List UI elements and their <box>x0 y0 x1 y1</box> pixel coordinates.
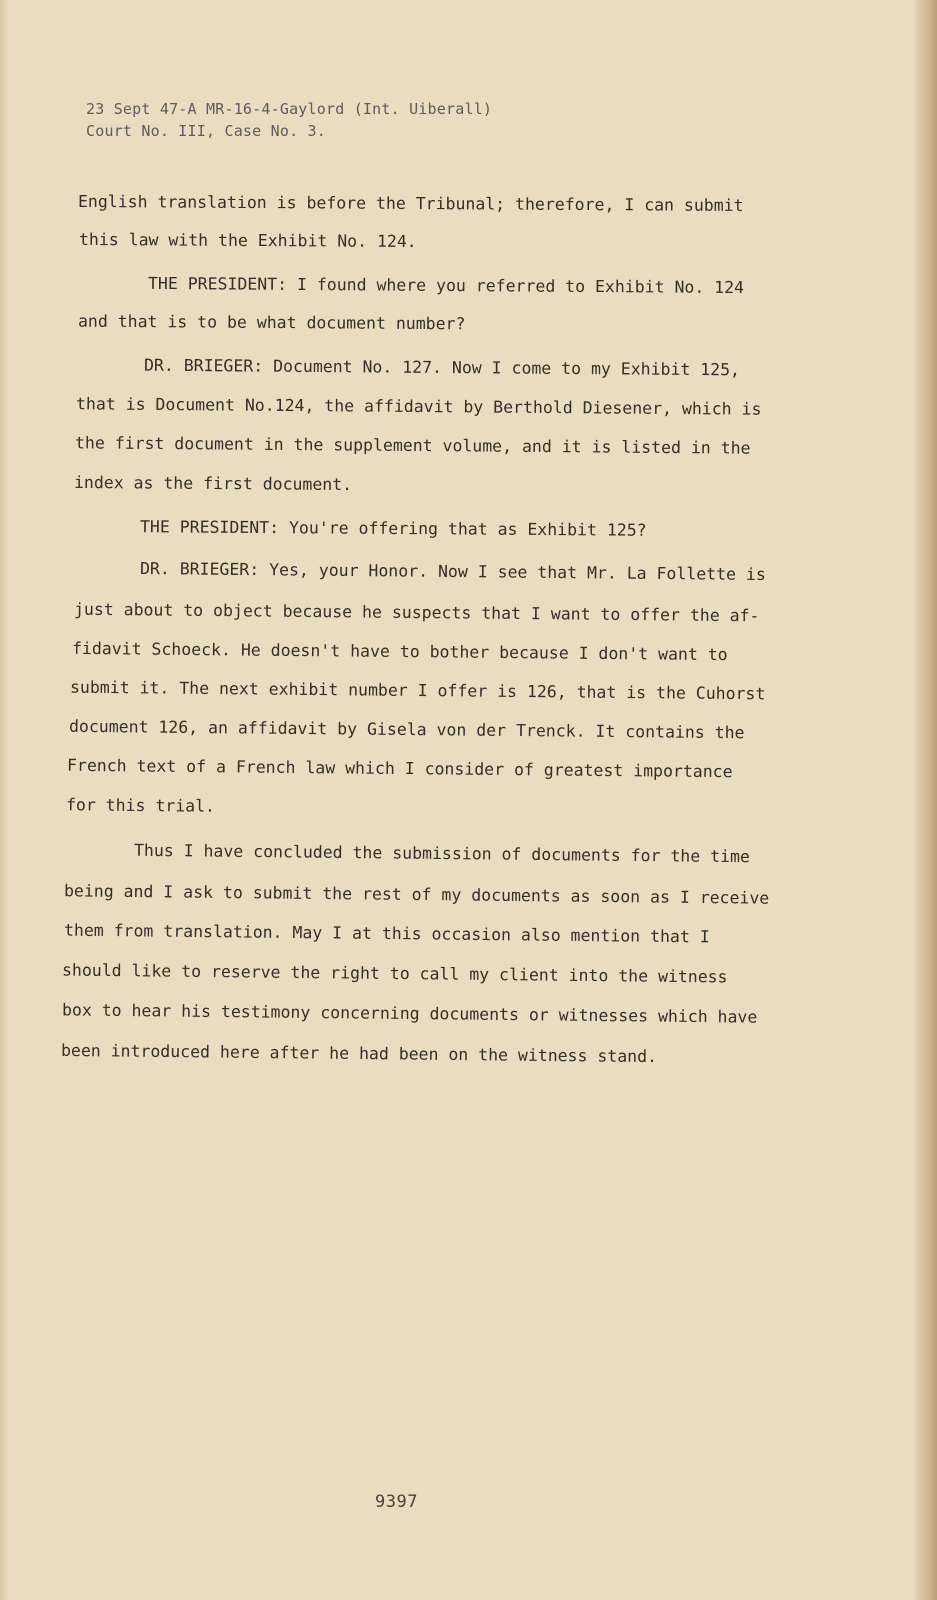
body-line: submit it. The next exhibit number I offer is 126, that is the Cuhorst <box>69 677 766 704</box>
header-court-line: Court No. III, Case No. 3. <box>86 122 326 140</box>
body-line: them from translation. May I at this occasion also mention that I <box>63 920 710 947</box>
body-line: DR. BRIEGER: Document No. 127. Now I come to my Exhibit 125, <box>143 355 741 380</box>
body-line: THE PRESIDENT: You're offering that as Exhibit 125? <box>139 517 647 540</box>
body-line: just about to object because he suspects that I want to offer the af- <box>73 599 760 626</box>
body-line: and that is to be what document number? <box>77 311 466 334</box>
body-line: this law with the Exhibit No. 124. <box>78 229 417 252</box>
body-line: that is Document No.124, the affidavit by Berthold Diesener, which is <box>75 394 762 419</box>
header-session-line: 23 Sept 47-A MR-16-4-Gaylord (Int. Uiberall) <box>86 100 493 118</box>
body-line: fidavit Schoeck. He doesn't have to bother because I don't want to <box>71 638 728 665</box>
body-line: been introduced here after he had been on the witness stand. <box>60 1040 658 1067</box>
page-number: 9397 <box>375 1492 418 1512</box>
page-left-edge <box>0 0 8 1600</box>
body-line: THE PRESIDENT: I found where you referred to Exhibit No. 124 <box>147 273 745 298</box>
body-line: box to hear his testimony concerning documents or witnesses which have <box>61 1000 758 1027</box>
body-line: French text of a French law which I consider of greatest importance <box>66 755 733 782</box>
body-line: English translation is before the Tribunal; therefore, I can submit <box>77 191 744 216</box>
body-line: the first document in the supplement volume, and it is listed in the <box>74 433 751 458</box>
body-line: document 126, an affidavit by Gisela von der Trenck. It contains the <box>68 716 745 743</box>
body-line: index as the first document. <box>73 472 353 495</box>
body-line: DR. BRIEGER: Yes, your Honor. Now I see that Mr. La Follette is <box>139 558 766 585</box>
transcript-header <box>86 98 492 142</box>
body-line: should like to reserve the right to call my client into the witness <box>61 960 728 987</box>
body-line: being and I ask to submit the rest of my documents as soon as I receive <box>63 881 770 908</box>
page-right-edge <box>915 0 937 1600</box>
body-line: Thus I have concluded the submission of documents for the time <box>133 840 750 867</box>
body-line: for this trial. <box>65 795 216 816</box>
